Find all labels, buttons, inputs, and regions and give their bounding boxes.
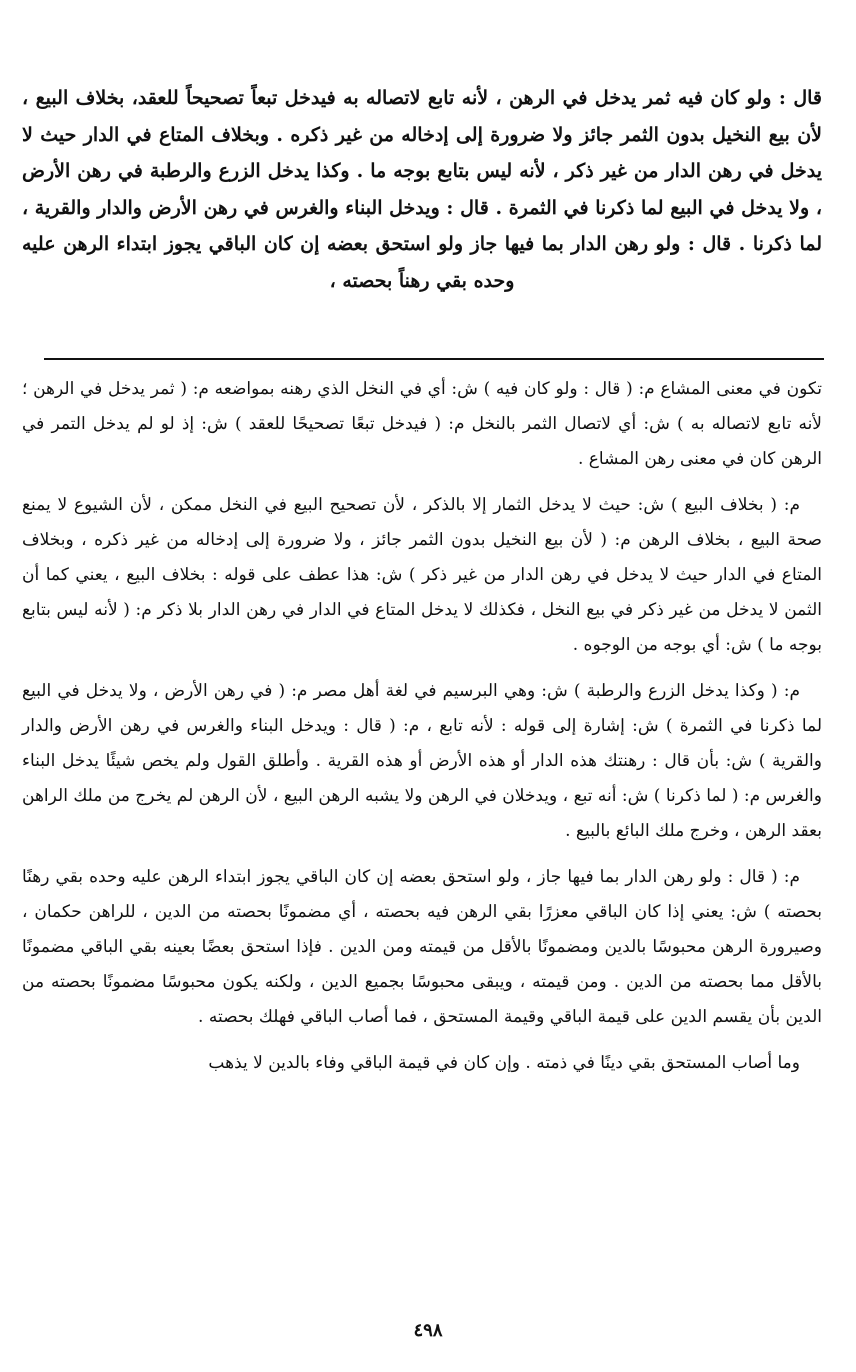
- commentary-paragraph-3: م: ( وكذا يدخل الزرع والرطبة ) ش: وهي البرسيم في لغة أهل مصر م: ( في رهن الأرض ، ولا يدخل في البيع لما ذكرنا في الثمرة ) ش: إشارة إلى قوله : لأنه تابع ، م: ( قال : ويدخل البناء والغرس في رهن الأرض والدار والقرية ) ش: بأن قال : رهنتك هذه الدار أو هذه الأرض أو هذه القرية . وأطلق القول ولم يخص شيئًا يدخل البناء والغرس م: ( لما ذكرنا ) ش: أنه تبع ، ويدخلان في الرهن ولا يشبه الرهن البيع ، لأن الرهن لم يخرج من ملك الراهن بعقد الرهن ، وخرج ملك البائع بالبيع .: [22, 681, 822, 841]
- page-number: ٤٩٨: [413, 1320, 443, 1341]
- separator-rule: [44, 358, 824, 360]
- main-text-block: [22, 80, 822, 299]
- commentary-paragraph-5: وما أصاب المستحق بقي دينًا في ذمته . وإن كان في قيمة الباقي وفاء بالدين لا يذهب: [208, 1053, 800, 1074]
- commentary-paragraph-4: م: ( قال : ولو رهن الدار بما فيها جاز ، ولو استحق بعضه إن كان الباقي يجوز ابتداء الرهن عليه وحده بقي رهنًا بحصته ) ش: يعني إذا كان الباقي معزرًا بقي الرهن فيه بحصته ، أي مضمونًا بحصته من الدين ، للراهن حكمان ، وصيرورة الرهن محبوسًا بالدين ومضمونًا بالأقل من قيمته ومن الدين . فإذا استحق بعضًا بعينه بقي الباقي مضمونًا بالأقل مما بحصته من الدين . ومن قيمته ، ويبقى محبوسًا بجميع الدين ، ولكنه يكون محبوسًا مضمونًا بحصته من الدين بأن يقسم الدين على قيمة الباقي وقيمة المستحق ، فما أصاب الباقي فهلك بحصته .: [22, 867, 822, 1027]
- commentary-block: [22, 372, 822, 1081]
- main-text: قال : ولو كان فيه ثمر يدخل في الرهن ، لأنه تابع لاتصاله به فيدخل تبعاً تصحيحاً للعقد، بخلاف البيع ، لأن بيع النخيل بدون الثمر جائز ولا ضرورة إلى إدخاله من غير ذكره . وبخلاف المتاع في الدار حيث لا يدخل في رهن الدار من غير ذكر ، لأنه ليس بتابع بوجه ما . وكذا يدخل الزرع والرطبة في رهن الأرض ، ولا يدخل في البيع لما ذكرنا في الثمرة . قال : ويدخل البناء والغرس في رهن الأرض والدار والقرية ، لما ذكرنا . قال : ولو رهن الدار بما فيها جاز ولو استحق بعضه إن كان الباقي يجوز ابتداء الرهن عليه وحده بقي رهناً بحصته ،: [22, 87, 823, 292]
- commentary-paragraph-2: م: ( بخلاف البيع ) ش: حيث لا يدخل الثمار إلا بالذكر ، لأن تصحيح البيع في النخل ممكن ، لأن الشيوع لا يمنع صحة البيع ، بخلاف الرهن م: ( لأن بيع النخيل بدون الثمر جائز ، ولا ضرورة إلى إدخاله من غير ذكره ، وبخلاف المتاع في الدار حيث لا يدخل في رهن الدار من غير ذكر ) ش: هذا عطف على قوله : بخلاف البيع ، يعني كما أن الثمن لا يدخل من غير ذكر في بيع النخل ، فكذلك لا يدخل المتاع في الدار في رهن الدار بلا ذكر م: ( لأنه ليس بتابع بوجه ما ) ش: أي بوجه من الوجوه .: [22, 495, 822, 655]
- commentary-paragraph-1: تكون في معنى المشاع م: ( قال : ولو كان فيه ) ش: أي في النخل الذي رهنه بمواضعه م: ( ثمر يدخل في الرهن ؛ لأنه تابع لاتصاله به ) ش: أي لاتصال الثمر بالنخل م: ( فيدخل تبعًا تصحيحًا للعقد ) ش: إذ لو لم يدخل التمر في الرهن كان في معنى رهن المشاع .: [22, 379, 822, 469]
